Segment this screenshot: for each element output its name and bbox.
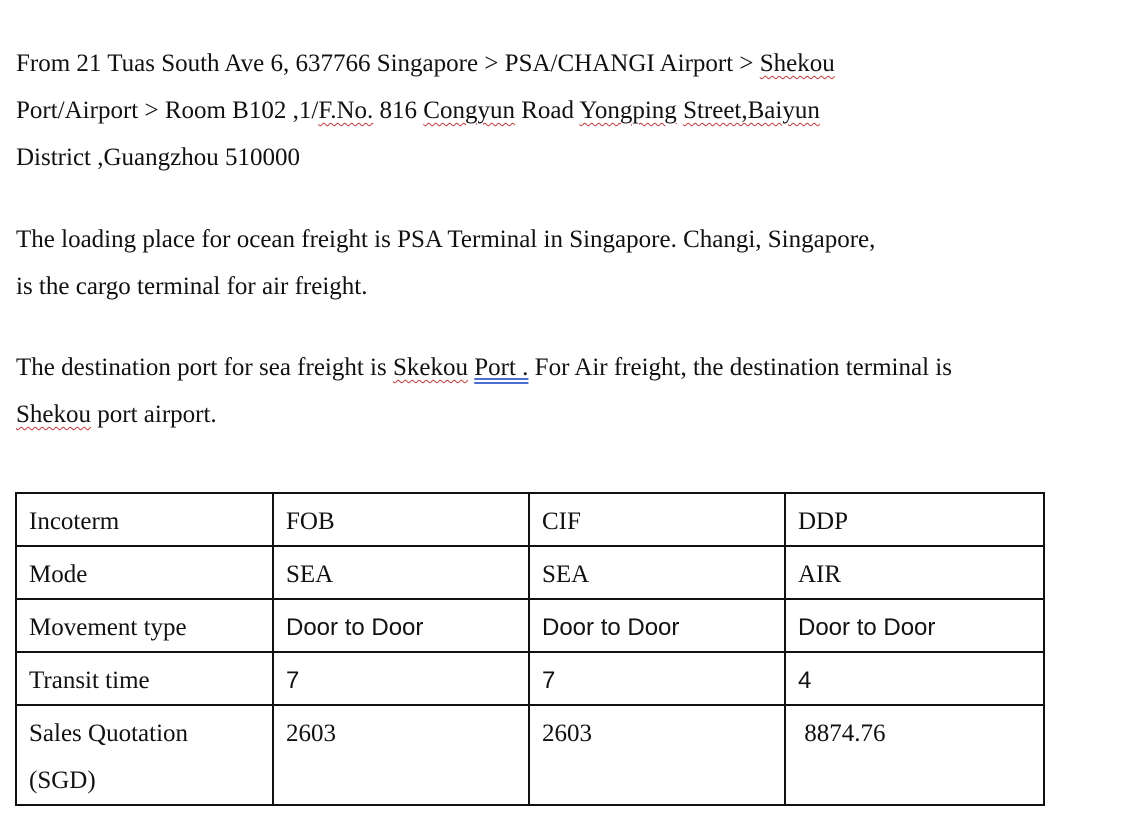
table-row [16, 546, 1044, 599]
row-label-unit: (SGD) [29, 767, 96, 794]
route-line-2 [16, 87, 835, 134]
table-cell: Door to Door [785, 599, 1044, 652]
table-cell: Door to Door [273, 599, 529, 652]
spellcheck-word: Skekou [392, 354, 468, 381]
destination-text: port airport. [91, 401, 217, 428]
row-label-line: Sales Quotation [29, 720, 189, 747]
table-cell: 7 [529, 652, 785, 705]
loading-line-2: is the cargo terminal for air freight. [16, 273, 368, 300]
table-cell: Mode [16, 546, 273, 599]
table-cell [16, 705, 273, 805]
spellcheck-word: Yongping [579, 97, 677, 124]
route-line-1 [16, 40, 835, 87]
destination-text: The destination port for sea freight is [16, 354, 393, 381]
grammar-flagged-word: Port . [474, 354, 529, 381]
table-row [16, 493, 1044, 546]
table-cell: Door to Door [529, 599, 785, 652]
table-cell: Incoterm [16, 493, 273, 546]
loading-paragraph [16, 216, 875, 310]
table-cell: AIR [785, 546, 1044, 599]
spellcheck-word: Congyun [423, 97, 515, 124]
table-row [16, 599, 1044, 652]
loading-line-1: The loading place for ocean freight is PSA Terminal in Singapore. Changi, Singapore, [16, 226, 876, 253]
table-cell: FOB [273, 493, 529, 546]
table-cell: Transit time [16, 652, 273, 705]
route-paragraph [16, 40, 835, 181]
destination-line-1 [16, 344, 952, 391]
table-cell: CIF [529, 493, 785, 546]
route-text: Road [514, 97, 580, 124]
destination-line-2 [16, 391, 952, 438]
route-text: From 21 Tuas South Ave 6, 637766 Singapore > PSA/CHANGI Airport > [16, 50, 760, 77]
route-text: 816 [373, 97, 424, 124]
table-row [16, 705, 1044, 805]
table-cell: 7 [273, 652, 529, 705]
table-cell: 2603 [529, 705, 785, 805]
table-cell: 2603 [273, 705, 529, 805]
table-row [16, 652, 1044, 705]
spellcheck-word: F.No. [318, 97, 374, 124]
route-line-3: District ,Guangzhou 510000 [16, 144, 300, 171]
route-text: Port/Airport > Room B102 ,1/ [16, 97, 319, 124]
table-cell: Movement type [16, 599, 273, 652]
destination-paragraph [16, 344, 952, 438]
destination-text: For Air freight, the destination terminal is [528, 354, 952, 381]
spellcheck-word: Street,Baiyun [683, 97, 820, 124]
table-cell: 4 [785, 652, 1044, 705]
spellcheck-word: Shekou [16, 401, 91, 428]
table-cell: 8874.76 [785, 705, 1044, 805]
table-cell: SEA [273, 546, 529, 599]
table-cell: DDP [785, 493, 1044, 546]
table-cell: SEA [529, 546, 785, 599]
quotation-table [15, 492, 1045, 806]
spellcheck-word: Shekou [759, 50, 835, 77]
